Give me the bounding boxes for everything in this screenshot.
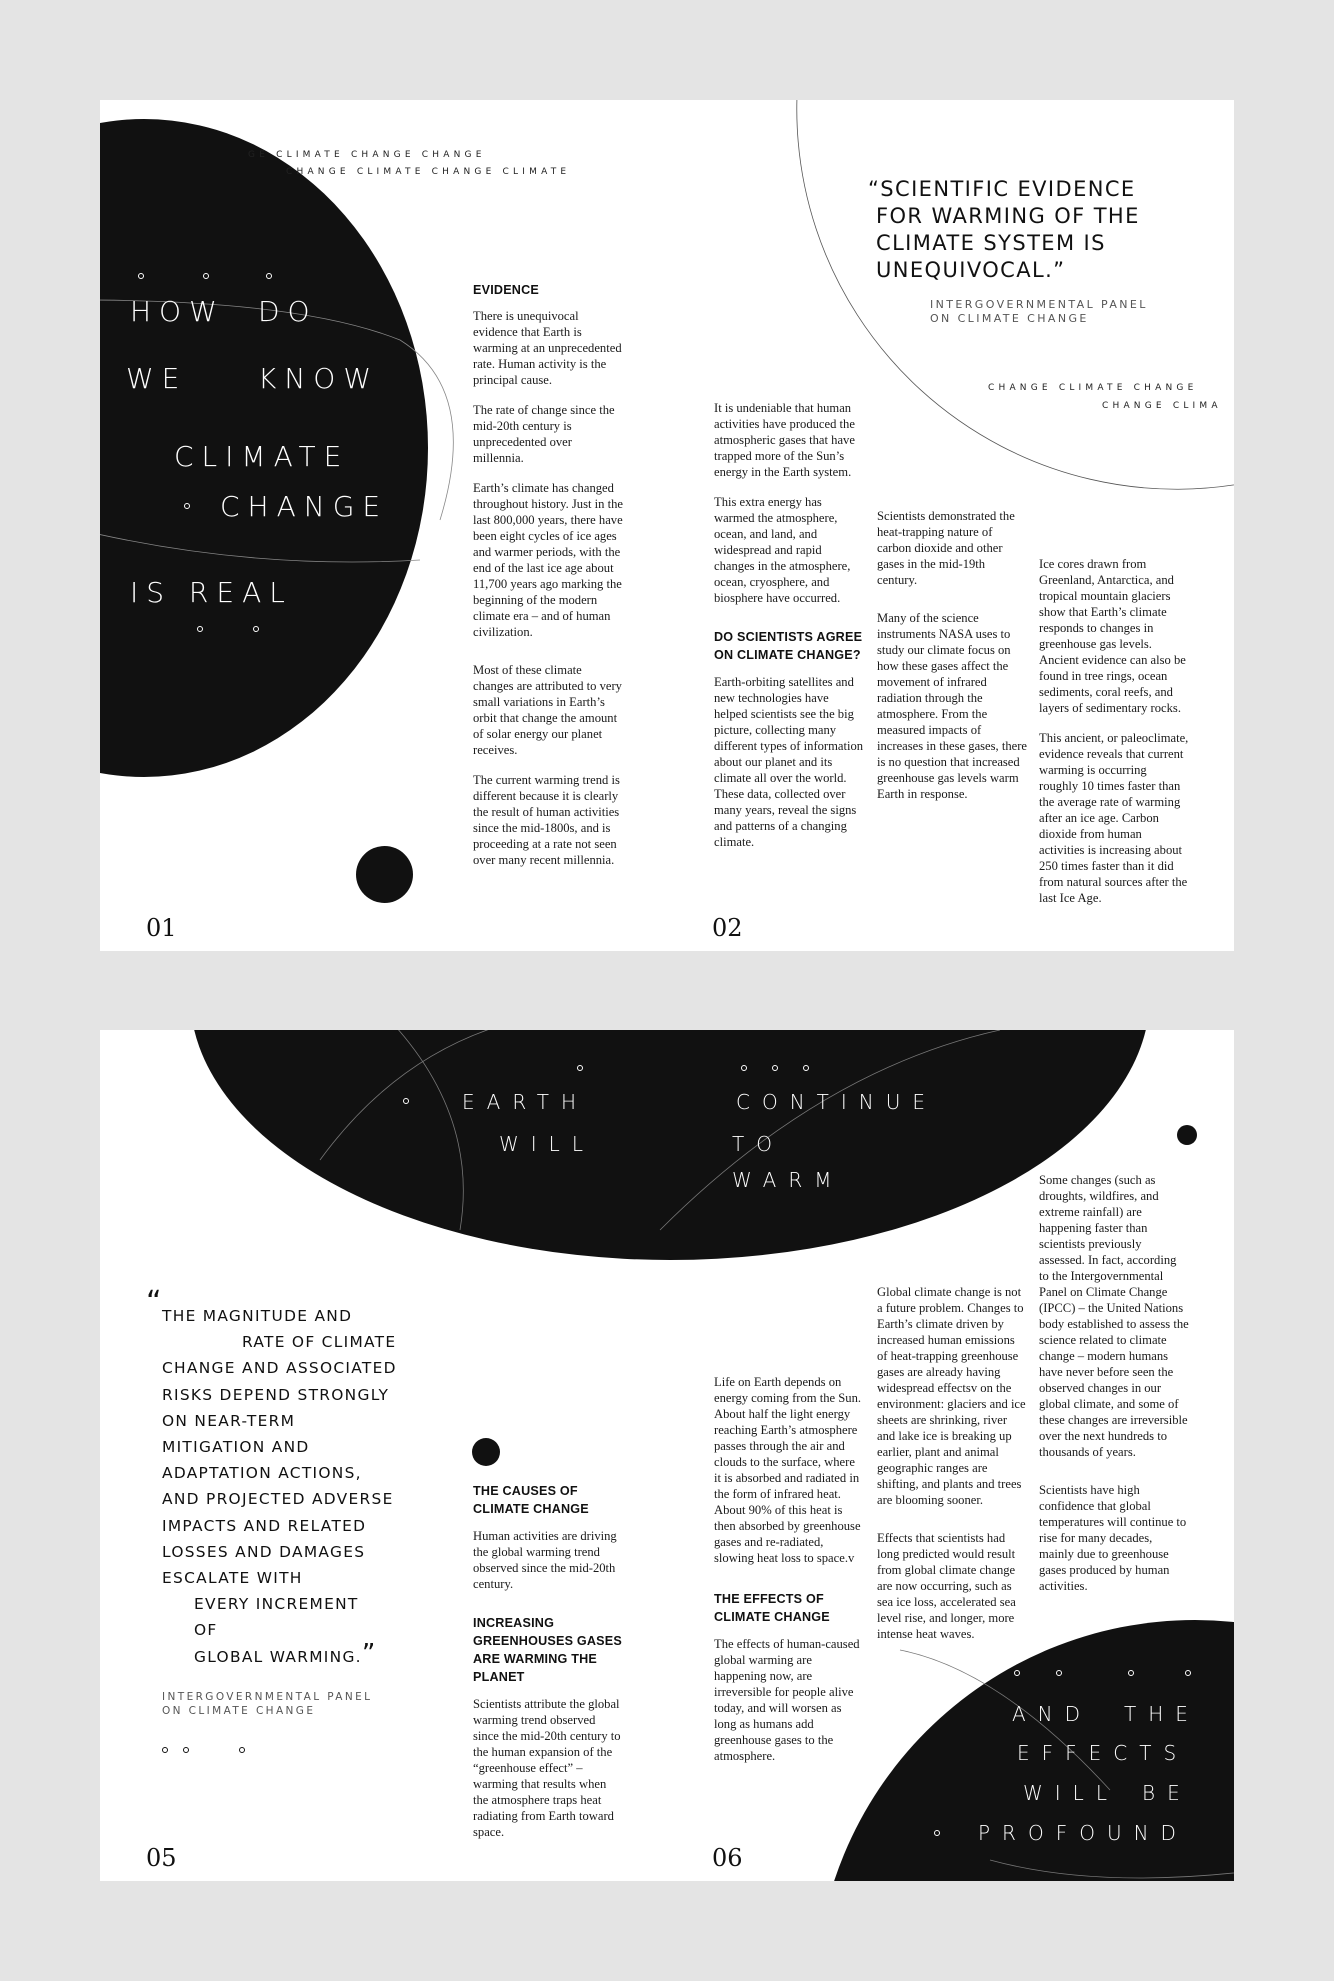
ticker-top-left-2: CHANGE CLIMATE CHANGE CLIMATE [286,167,571,177]
body-paragraph: Human activities are driving the global warming trend observed since the mid-20th century. [473,1529,617,1591]
body-paragraph: The effects of human-caused global warming are happening now, are irreversible for people alive today, and will worsen as long as humans add greenhouse gases to the atmosphere. [714,1637,860,1763]
ring-marker [772,1065,778,1071]
quote-line [194,1638,462,1670]
hero-word-do: DO [258,295,318,328]
body-paragraph: Some changes (such as droughts, wildfires, and extreme rainfall) are happening faster than scientists previously assessed. In fact, according to the Intergovernmental Panel on Climate Change (IPCC) – the United Nations body established to assess the science related to climate change – modern humans have never before seen the observed changes in our global climate, and some of these changes are irreversible over the next hundreds to thousands of years. [1039,1173,1189,1459]
causes-column [473,1482,623,1854]
decor-black-dot [1177,1125,1197,1145]
body-paragraph: Effects that scientists had long predicted would result from global climate change are now occurring, such as sea ice loss, accelerated sea level rise, and longer, more intense heat waves. [877,1531,1016,1641]
attribution-line: INTERGOVERNMENTAL PANEL [162,1691,373,1703]
quote-attribution [162,1690,372,1718]
hero-word-how: HOW [130,295,225,328]
hero-word-earth: EARTH [462,1090,589,1114]
body-paragraph: Life on Earth depends on energy coming from the Sun. About half the light energy reaching Earth’s atmosphere passes through the air and clouds to the surface, where it is absorbed and radiated in the form of infrared heat. About 90% of this heat is then absorbed by greenhouse gases and re-radiated, slowing heat loss to space.v [714,1375,862,1565]
right-column-b [877,1284,1027,1656]
evidence-paragraph: Most of these climate changes are attributed to very small variations in Earth’s orbit that change the amount of solar energy our planet receives. [473,663,622,757]
hero-word-and: AND [1012,1702,1093,1726]
attribution-line: ON CLIMATE CHANGE [162,1705,316,1717]
body-paragraph: It is undeniable that human activities have produced the atmospheric gases that have trapped more of the Sun’s energy in the Earth system. [714,401,855,479]
body-paragraph: Earth-orbiting satellites and new technologies have helped scientists see the big picture, collecting many different types of information about our planet and its climate all over the world. These data, collected over many years, reveal the signs and patterns of a changing climate. [714,675,864,849]
ring-marker [138,273,144,279]
ring-marker [1014,1670,1020,1676]
ring-marker [253,626,259,632]
ring-marker [1056,1670,1062,1676]
hero-word-profound: PROFOUND [978,1821,1188,1845]
evidence-paragraph: Earth’s climate has changed throughout history. Just in the last 800,000 years, there have been eight cycles of ice ages and warmer periods, with the end of the last ice age about 11,700 years ago marking the beginning of the modern climate era – and of human civilization. [473,481,623,639]
quote-line: ADAPTATION ACTIONS, [162,1464,362,1483]
quote-line: AND PROJECTED ADVERSE [162,1490,394,1509]
quote-line: OF [194,1621,218,1640]
quote-line: FOR WARMING OF THE [876,204,1140,228]
hero-word-will: WILL [1023,1781,1119,1805]
hero-word-warm: WARM [732,1168,844,1192]
page-number-left: 05 [146,1844,177,1872]
right-column-c [1039,1172,1189,1608]
pull-quote [868,176,1196,284]
spread-pages-01-02 [100,100,1234,951]
quote-line: MITIGATION AND [162,1438,310,1457]
ring-marker [183,1747,189,1753]
hero-word-climate: CLIMATE [174,440,350,473]
quote-line: THE MAGNITUDE AND [162,1307,353,1325]
attribution-line: INTERGOVERNMENTAL PANEL [930,298,1148,311]
decor-black-dot [472,1438,500,1466]
evidence-heading: EVIDENCE [473,283,539,297]
pull-quote [162,1303,462,1670]
quote-attribution [930,298,1148,326]
quote-line: CLIMATE SYSTEM IS [876,231,1106,255]
evidence-body [473,308,623,882]
hero-word-to: TO [732,1132,784,1156]
body-paragraph: Many of the science instruments NASA uses to study our climate focus on how these gases affect the movement of infrared radiation through the atmosphere. From the measured impacts of increases in these gases, there is no question that increased greenhouse gas levels warm Earth in response. [877,611,1028,801]
body-paragraph: Global climate change is not a future problem. Changes to Earth’s climate driven by increased human emissions of heat-trapping greenhouse gases are already having widespread effectsv on the environment: glaciers and ice sheets are shrinking, river and lake ice is breaking up earlier, plant and animal geographic ranges are shifting, and plants and trees are blooming sooner. [877,1285,1026,1507]
hero-word-will: WILL [499,1132,595,1156]
page-number-right: 06 [712,1844,743,1872]
ring-marker [1185,1670,1191,1676]
quote-line: LOSSES AND DAMAGES [162,1542,366,1561]
quote-line: RISKS DEPEND STRONGLY [162,1385,390,1404]
quote-line: CHANGE AND ASSOCIATED [162,1359,397,1378]
decor-black-dot [356,846,413,903]
ticker-right-1: CHANGE CLIMATE CHANGE [988,383,1198,393]
evidence-paragraph: The rate of change since the mid-20th century is unprecedented over millennia. [473,403,615,465]
evidence-paragraph: The current warming trend is different because it is clearly the result of human activities since the mid-1800s, and is proceeding at a rate not seen over many recent millennia. [473,773,620,867]
body-paragraph: This extra energy has warmed the atmosphere, ocean, and land, and widespread and rapid changes in the atmosphere, ocean, cryosphere, and biosphere have occurred. [714,495,851,605]
gases-heading: INCREASING GREENHOUSES GASES ARE WARMING THE PLANET [473,1616,622,1684]
spread-pages-05-06 [100,1030,1234,1881]
agree-heading: DO SCIENTISTS AGREE ON CLIMATE CHANGE? [714,630,863,662]
quote-line: ON NEAR-TERM [162,1411,296,1430]
ring-marker [239,1747,245,1753]
right-column-c [1039,556,1189,920]
quote-line-text: GLOBAL WARMING. [194,1647,362,1666]
body-paragraph: Scientists demonstrated the heat-trapping nature of carbon dioxide and other gases in the mid-19th century. [877,509,1015,587]
ring-marker [203,273,209,279]
pull-quote-close-mark: ” [361,1638,377,1669]
page-number-left: 01 [146,914,177,942]
causes-heading: THE CAUSES OF CLIMATE CHANGE [473,1484,589,1516]
ring-marker [184,503,190,509]
page-number-right: 02 [712,914,743,942]
ticker-right-2: CHANGE CLIMA [1102,401,1222,411]
right-column-a [714,400,864,864]
ticker-top-left-1: GE CLIMATE CHANGE CHANGE [248,150,486,160]
hero-word-we: WE [126,362,188,395]
body-paragraph: This ancient, or paleoclimate, evidence reveals that current warming is occurring roughly 10 times faster than the average rate of warming after an ice age. Carbon dioxide from human activities is increasing about 250 times faster than it did from natural sources after the last Ice Age. [1039,731,1189,905]
ring-marker [403,1098,409,1104]
body-paragraph: Ice cores drawn from Greenland, Antarctica, and tropical mountain glaciers show that Earth’s climate responds to changes in greenhouse gas levels. Ancient evidence can also be found in tree rings, ocean sediments, coral reefs, and layers of sedimentary rocks. [1039,557,1186,715]
hero-word-change: CHANGE [220,490,389,523]
ring-marker [803,1065,809,1071]
hero-word-the: THE [1124,1702,1200,1726]
ring-marker [934,1830,940,1836]
pull-quote-open-mark: “ [146,1285,162,1320]
quote-line: ESCALATE WITH [162,1569,303,1588]
ring-marker [266,273,272,279]
ring-marker [1128,1670,1134,1676]
ring-marker [162,1747,168,1753]
hero-word-effects: EFFECTS [1017,1741,1189,1765]
evidence-paragraph: There is unequivocal evidence that Earth is warming at an unprecedented rate. Human activity is the principal cause. [473,309,622,387]
attribution-line: ON CLIMATE CHANGE [930,312,1089,325]
quote-line: RATE OF CLIMATE [242,1333,397,1352]
hero-word-continue: CONTINUE [736,1090,938,1114]
hero-word-be: BE [1142,1781,1192,1805]
ring-marker [741,1065,747,1071]
quote-line: EVERY INCREMENT [194,1595,359,1614]
hero-word-is-real: IS REAL [130,576,293,609]
ring-marker [577,1065,583,1071]
quote-line: IMPACTS AND RELATED [162,1516,367,1535]
effects-heading: THE EFFECTS OF CLIMATE CHANGE [714,1592,830,1624]
body-paragraph: Scientists attribute the global warming trend observed since the mid-20th century to the human expansion of the “greenhouse effect” – warming that results when the atmosphere traps heat radiating from Earth toward space. [473,1697,621,1839]
body-paragraph: Scientists have high confidence that global temperatures will continue to rise for many decades, mainly due to greenhouse gases produced by human activities. [1039,1483,1187,1593]
quote-line: “SCIENTIFIC EVIDENCE [868,177,1136,201]
quote-line: UNEQUIVOCAL.” [876,258,1066,282]
right-column-b [877,508,1027,816]
hero-word-know: KNOW [258,362,380,395]
ring-marker [197,626,203,632]
right-column-a [714,1374,864,1778]
